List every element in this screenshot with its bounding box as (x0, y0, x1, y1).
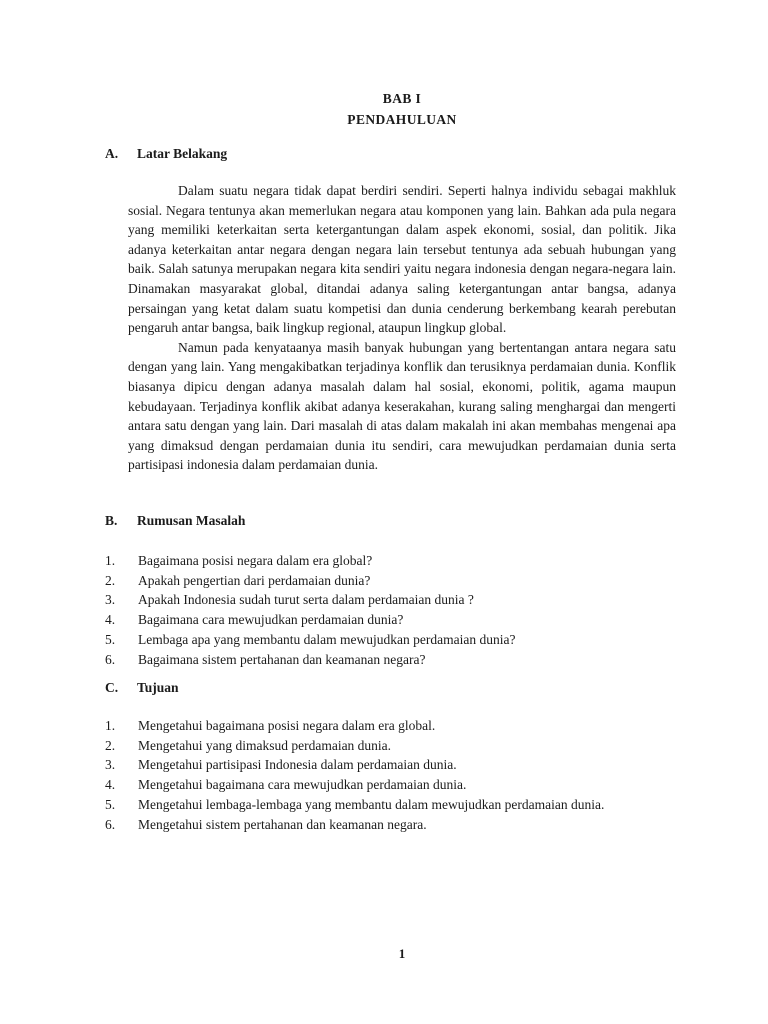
list-item (105, 630, 680, 650)
list-item-text: Mengetahui lembaga-lembaga yang membantu dalam mewujudkan perdamaian dunia. (138, 796, 605, 812)
section-letter-a: A. (105, 146, 119, 161)
list-item-text: Bagaimana posisi negara dalam era global? (138, 553, 373, 568)
chapter-title-line-1: BAB I (382, 91, 422, 106)
list-item (105, 650, 680, 670)
list-item-text: Apakah pengertian dari perdamaian dunia? (138, 572, 371, 588)
section-letter-b: B. (105, 513, 118, 528)
list-item-number: 6. (105, 816, 116, 832)
section-heading-c (105, 680, 665, 696)
list-item-number: 4. (105, 777, 116, 793)
list-item-number: 2. (105, 737, 116, 753)
section-heading-a (105, 146, 665, 162)
list-item-text: Lembaga apa yang membantu dalam mewujudkan perdamaian dunia? (138, 631, 516, 647)
list-item (105, 755, 680, 775)
list-item (105, 551, 680, 571)
paragraph: Dalam suatu negara tidak dapat berdiri sendiri. Seperti halnya individu sebagai makhluk sosial. Negara tentunya akan memerlukan negara atau komponen yang lain. Bahkan ada pula negara yang memiliki keterkaitan serta ketergantungan dalam aspek ekonomi, sosial, dan politik. Jika adanya keterkaitan antar negara dengan negara lain tersebut tentunya ada sebuah hubungan yang baik. Salah satunya merupakan negara kita sendiri yaitu negara indonesia dengan negara-negara lain. Dinamakan masyarakat global, ditandai adanya saling ketergantungan antar bangsa, adanya persaingan yang ketat dalam suatu kompetisi dan dunia cenderung berkembang kearah perebutan pengaruh antar bangsa, baik lingkup regional, ataupun lingkup global. (128, 183, 676, 336)
list-item-number: 5. (105, 631, 116, 647)
list-item (105, 775, 680, 795)
list-item-number: 3. (105, 757, 116, 773)
list-item (105, 610, 680, 630)
section-heading-b (105, 513, 665, 529)
list-item-text: Mengetahui yang dimaksud perdamaian dunia. (138, 737, 392, 753)
paragraph: Namun pada kenyataanya masih banyak hubungan yang bertentangan antara negara satu dengan yang lain. Yang mengakibatkan terjadinya konflik dan terusiknya perdamaian dunia. Konflik biasanya dipicu dengan adanya masalah dalam hal sosial, ekonomi, politik, agama maupun kebudayaan. Terjadinya konflik akibat adanya keserakahan, kurang saling menghargai dan mengerti antara satu dengan yang lain. Dari masalah di atas dalam makalah ini akan membahas mengenai apa yang dimaksud dengan perdamaian dunia itu sendiri, cara mewujudkan perdamaian dunia serta partisipasi indonesia dalam perdamaian dunia. (128, 339, 676, 473)
section-letter-c: C. (105, 680, 119, 695)
list-item-number: 1. (105, 718, 116, 733)
list-item-number: 6. (105, 651, 116, 667)
list-item (105, 590, 680, 610)
list-item-text: Mengetahui bagaimana cara mewujudkan perdamaian dunia. (138, 777, 467, 793)
list-item (105, 795, 680, 815)
list-item-number: 1. (105, 553, 116, 568)
section-b-list (105, 551, 680, 669)
list-item-number: 3. (105, 592, 116, 608)
list-item (105, 736, 680, 756)
list-item (105, 571, 680, 591)
list-item-number: 2. (105, 572, 116, 588)
page-number: 1 (398, 946, 406, 961)
list-item-text: Mengetahui sistem pertahanan dan keamanan negara. (138, 816, 427, 832)
list-item-text: Mengetahui partisipasi Indonesia dalam perdamaian dunia. (138, 757, 457, 773)
section-c-list (105, 716, 680, 834)
section-label-a: Latar Belakang (137, 146, 228, 161)
list-item (105, 815, 680, 835)
list-item (105, 716, 680, 736)
list-item-number: 5. (105, 796, 116, 812)
list-item-text: Bagaimana cara mewujudkan perdamaian dunia? (138, 612, 404, 628)
section-label-c: Tujuan (137, 680, 179, 695)
list-item-text: Apakah Indonesia sudah turut serta dalam perdamaian dunia ? (138, 592, 474, 608)
list-item-text: Mengetahui bagaimana posisi negara dalam era global. (138, 718, 436, 733)
chapter-title-line-2: PENDAHULUAN (347, 112, 457, 127)
section-label-b: Rumusan Masalah (137, 513, 246, 528)
list-item-text: Bagaimana sistem pertahanan dan keamanan negara? (138, 651, 426, 667)
list-item-number: 4. (105, 612, 116, 628)
chapter-title-block (128, 88, 676, 130)
section-a-body (128, 181, 676, 475)
